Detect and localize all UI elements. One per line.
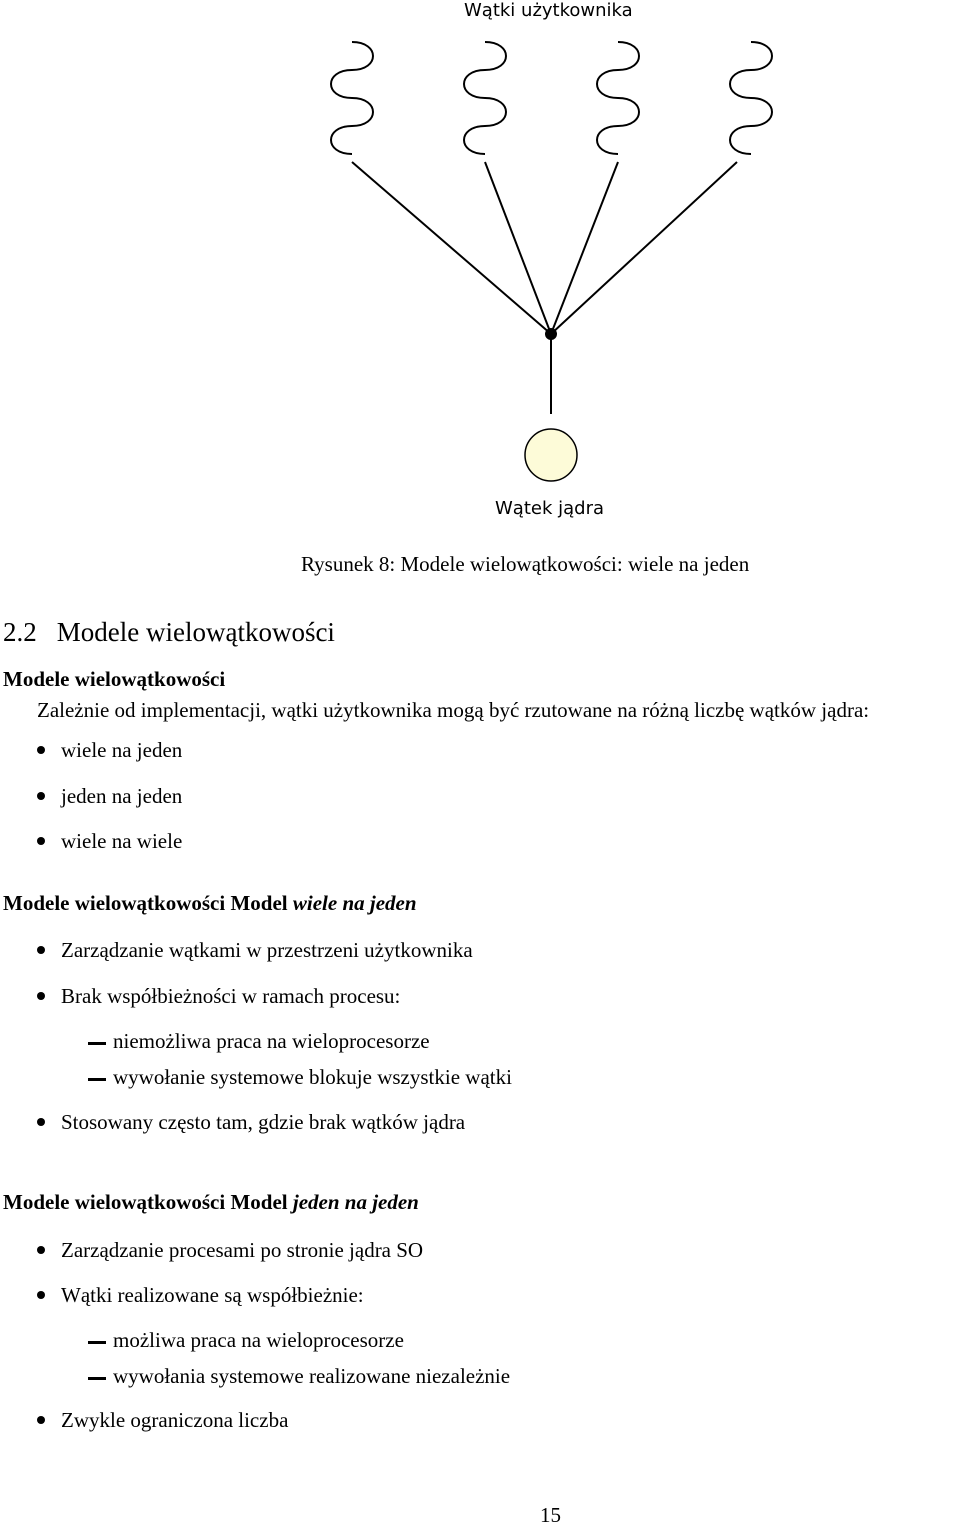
connector-line-4 — [551, 162, 737, 334]
sub-list-item: wywołanie systemowe blokuje wszystkie wątki — [113, 1065, 512, 1089]
bullet-icon — [37, 1416, 45, 1424]
sub-list-item: możliwa praca na wieloprocesorze — [113, 1328, 404, 1352]
kernel-thread-label: Wątek jądra — [495, 498, 604, 519]
bullet-icon — [37, 1291, 45, 1299]
block1-intro: Zależnie od implementacji, wątki użytkownika mogą być rzutowane na różną liczbę wątków jądra: — [37, 698, 870, 722]
user-thread-3-icon — [597, 42, 639, 154]
section-number: 2.2 — [3, 617, 37, 647]
figure-caption: Rysunek 8: Modele wielowątkowości: wiele na jeden — [301, 552, 750, 576]
dash-icon — [88, 1042, 106, 1045]
block3-heading-model: jeden na jeden — [292, 1190, 419, 1214]
user-thread-2-icon — [464, 42, 506, 154]
list-item: wiele na wiele — [61, 829, 183, 853]
junction-dot — [545, 328, 557, 340]
list-item: Brak współbieżności w ramach procesu: — [61, 984, 401, 1008]
list-item: Zwykle ograniczona liczba — [61, 1408, 289, 1432]
page-number: 15 — [540, 1503, 561, 1527]
dash-icon — [88, 1377, 106, 1380]
sub-list-item: niemożliwa praca na wieloprocesorze — [113, 1029, 430, 1053]
block3-heading — [3, 1190, 419, 1215]
list-item: Zarządzanie procesami po stronie jądra SO — [61, 1238, 424, 1262]
dash-icon — [88, 1078, 106, 1081]
connector-line-2 — [485, 162, 551, 334]
section-title-text: Modele wielowątkowości — [56, 617, 335, 647]
many-to-one-diagram — [0, 0, 960, 540]
bullet-icon — [37, 837, 45, 845]
bullet-icon — [37, 992, 45, 1000]
block3-heading-text: Modele wielowątkowości Model — [3, 1190, 288, 1214]
kernel-thread-icon — [525, 429, 577, 481]
bullet-icon — [37, 746, 45, 754]
connector-line-1 — [352, 162, 551, 334]
list-item: wiele na jeden — [61, 738, 183, 762]
sub-list-item: wywołania systemowe realizowane niezależnie — [113, 1364, 511, 1388]
list-item: Stosowany często tam, gdzie brak wątków jądra — [61, 1110, 466, 1134]
list-item: Zarządzanie wątkami w przestrzeni użytkownika — [61, 938, 473, 962]
block1-heading: Modele wielowątkowości — [3, 667, 226, 691]
section-title — [3, 617, 335, 648]
block2-heading-text: Modele wielowątkowości Model — [3, 891, 288, 915]
bullet-icon — [37, 1246, 45, 1254]
user-threads-label: Wątki użytkownika — [464, 0, 633, 21]
list-item: jeden na jeden — [61, 784, 183, 808]
user-thread-4-icon — [730, 42, 772, 154]
bullet-icon — [37, 792, 45, 800]
bullet-icon — [37, 946, 45, 954]
block2-heading-model: wiele na jeden — [292, 891, 417, 915]
block2-heading — [3, 891, 417, 916]
dash-icon — [88, 1341, 106, 1344]
list-item: Wątki realizowane są współbieżnie: — [61, 1283, 364, 1307]
connector-line-3 — [551, 162, 618, 334]
bullet-icon — [37, 1118, 45, 1126]
user-thread-1-icon — [331, 42, 373, 154]
